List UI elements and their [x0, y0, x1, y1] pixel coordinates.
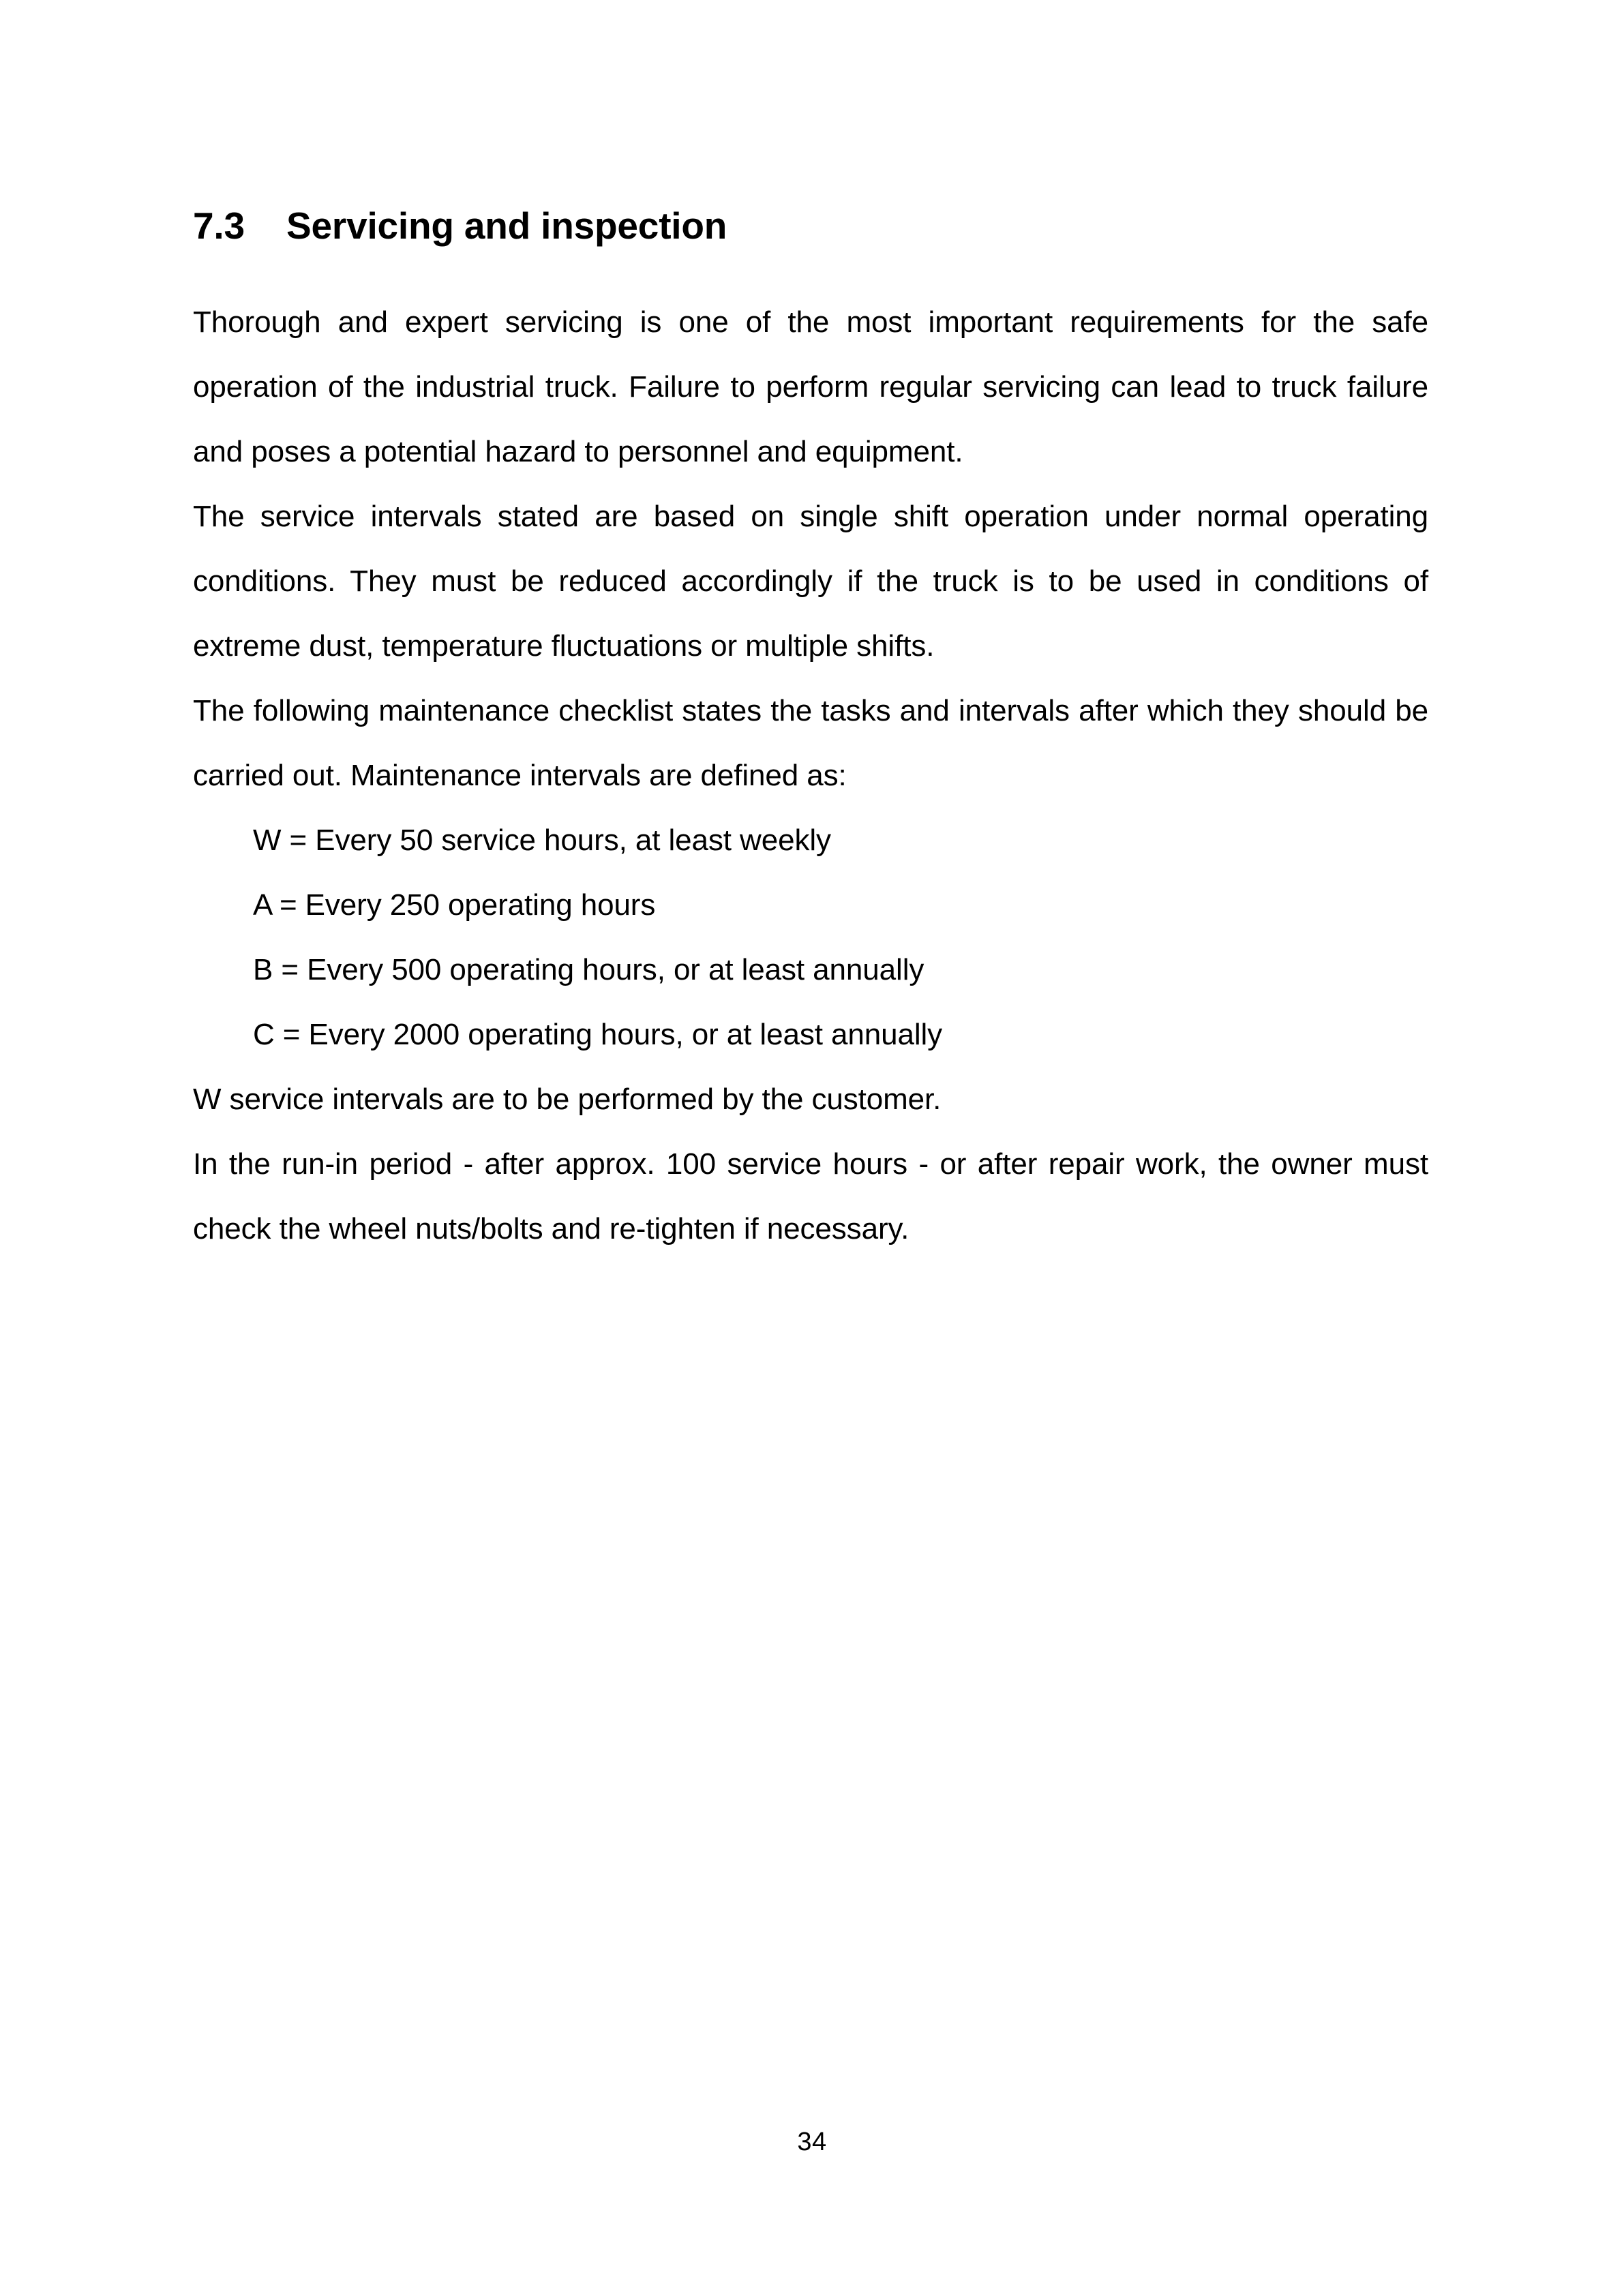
paragraph-service-intervals: The service intervals stated are based on single shift operation under normal operating conditions. They must be reduced accordingly if the truck is to be used in conditions of extreme dust, temperature fluctuations or multiple shifts.	[193, 500, 1428, 663]
section-heading	[193, 205, 1428, 247]
paragraph-customer-intervals: W service intervals are to be performed by the customer.	[193, 1083, 942, 1117]
section-number: 7.3	[193, 205, 245, 247]
list-item: W = Every 50 service hours, at least weekly	[253, 824, 831, 858]
list-item: C = Every 2000 operating hours, or at least annually	[253, 1018, 943, 1052]
maintenance-interval-definitions	[193, 808, 1428, 1067]
paragraph-maintenance-checklist: The following maintenance checklist states the tasks and intervals after which they should be carried out. Maintenance intervals are defined as:	[193, 694, 1428, 793]
section-title: Servicing and inspection	[286, 205, 727, 247]
paragraph-intro-servicing: Thorough and expert servicing is one of the most important requirements for the safe operation of the industrial truck. Failure to perform regular servicing can lead to truck failure and poses a potential hazard to personnel and equipment.	[193, 305, 1428, 469]
page-number: 34	[797, 2128, 827, 2156]
list-item: B = Every 500 operating hours, or at least annually	[253, 953, 924, 987]
paragraph-run-in-period: In the run-in period - after approx. 100 service hours - or after repair work, the owner must check the wheel nuts/bolts and re-tighten if necessary.	[193, 1147, 1428, 1246]
page-content	[193, 205, 1428, 1261]
list-item: A = Every 250 operating hours	[253, 888, 656, 922]
